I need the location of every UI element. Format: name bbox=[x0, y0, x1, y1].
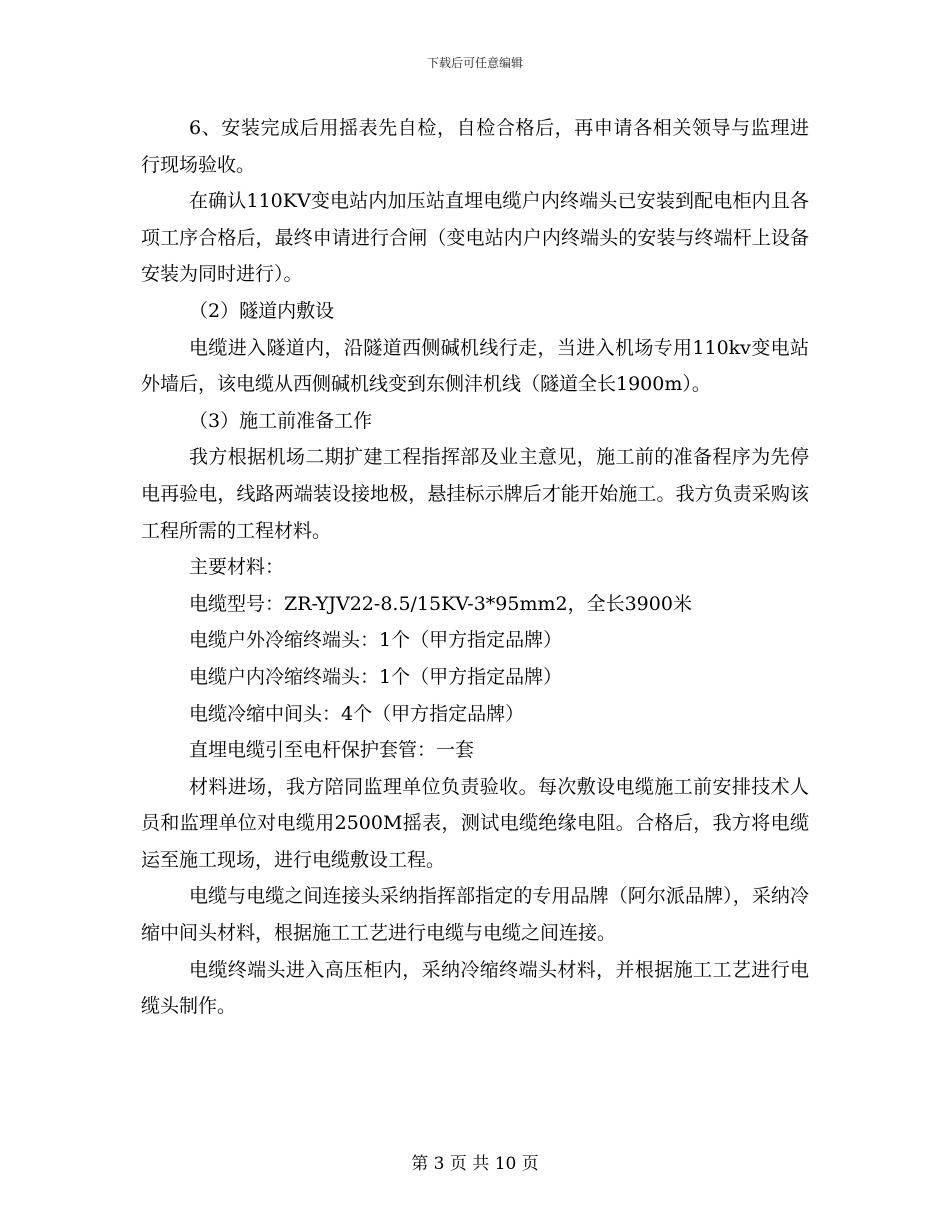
list-item: 电缆型号：ZR-YJV22-8.5/15KV-3*95mm2，全长3900米 bbox=[189, 592, 692, 615]
section-heading: （3）施工前准备工作 bbox=[189, 409, 373, 432]
page-header: 下载后可任意编辑 bbox=[426, 56, 523, 70]
list-item: 电缆户内冷缩终端头：1个（甲方指定品牌） bbox=[189, 665, 563, 688]
paragraph: 我方根据机场二期扩建工程指挥部及业主意见，施工前的准备程序为先停电再验电，线路两端装设接地极，悬挂标示牌后才能开始施工。我方负责采购该工程所需的工程材料。 bbox=[141, 446, 809, 542]
list-item: 电缆冷缩中间头：4个（甲方指定品牌） bbox=[189, 702, 525, 725]
paragraph: 电缆进入隧道内，沿隧道西侧碱机线行走，当进入机场专用110kv变电站外墙后，该电缆从西侧碱机线变到东侧沣机线（隧道全长1900m）。 bbox=[141, 336, 809, 396]
page-number: 第 3 页 共 10 页 bbox=[411, 1154, 539, 1174]
list-item: 直埋电缆引至电杆保护套管：一套 bbox=[189, 739, 475, 762]
list-item: 电缆户外冷缩终端头：1个（甲方指定品牌） bbox=[189, 629, 563, 652]
body-text bbox=[141, 110, 809, 1025]
paragraph: 材料进场，我方陪同监理单位负责验收。每次敷设电缆施工前安排技术人员和监理单位对电缆用2500M摇表，测试电缆绝缘电阻。合格后，我方将电缆运至施工现场，进行电缆敷设工程。 bbox=[141, 775, 809, 871]
paragraph: 电缆终端头进入高压柜内，采纳冷缩终端头材料，并根据施工工艺进行电缆头制作。 bbox=[141, 958, 809, 1018]
list-heading: 主要材料： bbox=[189, 556, 285, 579]
paragraph: 6、安装完成后用摇表先自检，自检合格后，再申请各相关领导与监理进行现场验收。 bbox=[141, 117, 809, 176]
paragraph: 电缆与电缆之间连接头采纳指挥部指定的专用品牌（阿尔派品牌），采纳冷缩中间头材料，根据施工工艺进行电缆与电缆之间连接。 bbox=[141, 885, 809, 945]
section-heading: （2）隧道内敷设 bbox=[189, 299, 335, 322]
paragraph: 在确认110KV变电站内加压站直埋电缆户内终端头已安装到配电柜内且各项工序合格后，最终申请进行合闸（变电站内户内终端头的安装与终端杆上设备安装为同时进行）。 bbox=[141, 190, 809, 286]
